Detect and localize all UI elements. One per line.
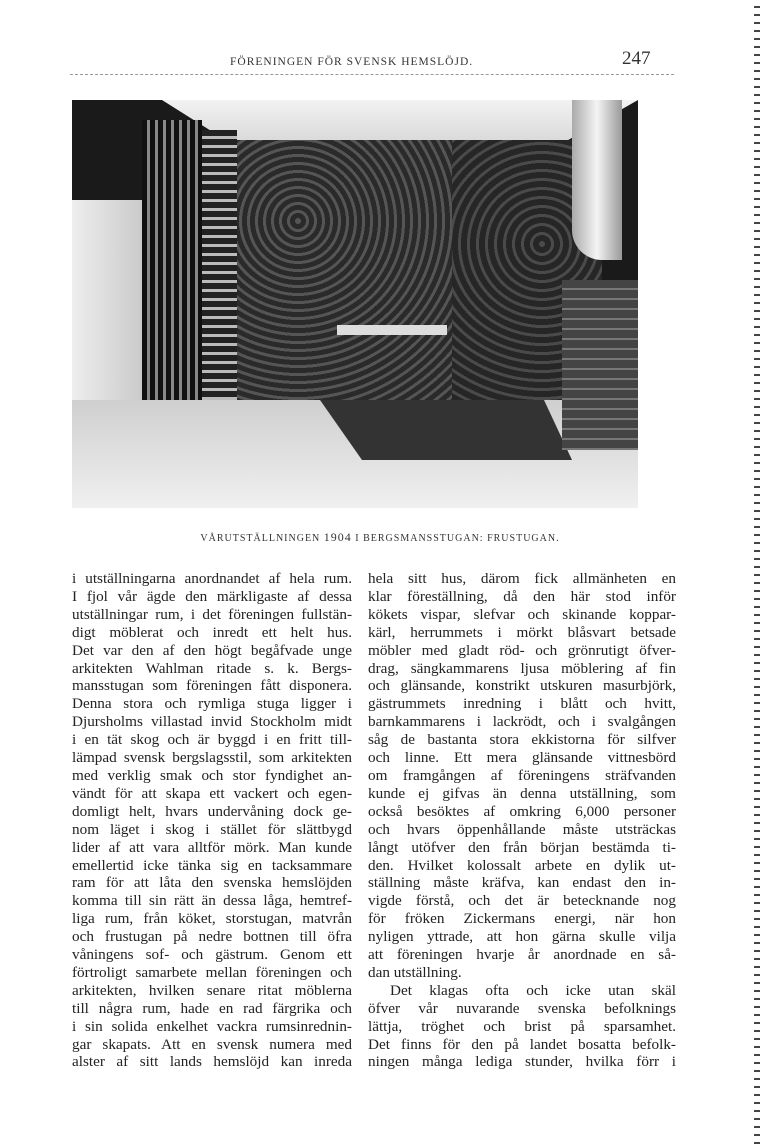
text-line: komma till sin rätt än dessa låga, hemtref-	[72, 892, 352, 910]
text-line: dan utställning.	[368, 963, 462, 981]
text-line: gar skapats. Att en svensk numera med	[72, 1035, 352, 1053]
text-line: och glänsande, konstrikt utskuren masurbjörk,	[368, 677, 676, 695]
photo-chimney-hood	[572, 100, 622, 260]
text-line: hela sitt hus, därom fick allmänheten en	[368, 570, 676, 587]
text-line: lider af att vara alltför mörk. Man kunde	[72, 838, 352, 856]
photo-woven-curtain	[202, 130, 237, 410]
text-line: kökets vispar, slefvar och skinande koppar-	[368, 605, 676, 623]
text-line: digt möblerat och inredt ett helt hus.	[72, 623, 352, 641]
photo-table	[337, 325, 447, 335]
text-line: med verklig smak och stor fyndighet an-	[72, 766, 352, 784]
scan-edge	[754, 0, 760, 1147]
text-line: arkitekten, hvilken senare ritat möblerna	[72, 981, 352, 999]
text-line: ställning måste kräfva, kan endast den in-	[368, 874, 676, 892]
text-line: för fröken Zickermans energi, när hon	[368, 910, 676, 928]
text-line: och hvars öppenhållande måste utsträckas	[368, 820, 676, 838]
text-line: och frustugan på nedre bottnen till öfra	[72, 928, 352, 946]
text-line: emellertid icke tänka sig en tacksammare	[72, 856, 352, 874]
text-line: Det var den af den högt begåfvade unge	[72, 641, 352, 659]
text-line: till några rum, hade en rad färgrika och	[72, 999, 352, 1017]
text-line: i utställningarna anordnandet af hela rum.	[72, 570, 352, 587]
text-line: våningens sof- och gästrum. Genom ett	[72, 946, 352, 964]
text-line: öfver vår nuvarande svenska befolknings	[368, 999, 676, 1017]
text-line: ram för att låta den svenska hemslöjden	[72, 874, 352, 892]
text-line: Det finns för den på landet bosatta befolk-	[368, 1035, 676, 1053]
text-line: också besöktes af omkring 6,000 personer	[368, 802, 676, 820]
text-line: kärl, herrummets i mörkt blåsvart betsade	[368, 623, 676, 641]
text-line: vigde förstå, och det är betecknande nog	[368, 892, 676, 910]
text-line: lättja, tröghet och brist på sparsamhet.	[368, 1017, 676, 1035]
text-line: arkitekten Wahlman ritade s. k. Bergs-	[72, 659, 352, 677]
text-line: förtroligt samarbete mellan föreningen och	[72, 963, 352, 981]
text-line: I fjol vår ägde den märkligaste af dessa	[72, 587, 352, 605]
caption-text-end: I BERGSMANSSTUGAN: FRUSTUGAN.	[351, 533, 560, 544]
text-line: vändt för att skapa ett vackert och egen-	[72, 784, 352, 802]
text-line: alster af sitt lands hemslöjd kan inreda	[72, 1053, 352, 1071]
text-line: mansstugan som föreningen fått disponera.	[72, 677, 352, 695]
text-line: den. Hvilket kolossalt arbete en dylik ut-	[368, 856, 676, 874]
text-line: lämpad svensk bergslagsstil, som arkitekten	[72, 749, 352, 767]
caption-year: 1904	[323, 530, 352, 544]
text-line: såg de bastanta stora ekkistorna för silfver	[368, 731, 676, 749]
left-text-column	[72, 570, 352, 1071]
running-head: FÖRENINGEN FÖR SVENSK HEMSLÖJD.	[230, 56, 474, 68]
header-rule	[70, 74, 674, 75]
photo-curtain	[142, 120, 202, 410]
text-line: möbler med gladt röd- och grönrutigt öfver-	[368, 641, 676, 659]
text-line: att föreningen hvarje år anordnade en så-	[368, 946, 676, 964]
photo-fireplace	[562, 280, 638, 450]
text-line: nyligen yttrade, att hon gärna skulle vilja	[368, 928, 676, 946]
text-line: drag, sängkammarens ljusa möblering af fin	[368, 659, 676, 677]
text-line: liga rum, från köket, storstugan, matvrån	[72, 910, 352, 928]
text-line: långt utöfver den från början bestämda ti-	[368, 838, 676, 856]
text-line: nom läget i skog i stället för slättbygd	[72, 820, 352, 838]
text-line: om framgången af föreningens sträfvanden	[368, 766, 676, 784]
text-line: i sin solida enkelhet vackra rumsinrednin-	[72, 1017, 352, 1035]
text-line: Djursholms villastad invid Stockholm midt	[72, 713, 352, 731]
photo-wallpaper-left	[232, 140, 452, 410]
caption-text: VÅRUTSTÄLLNINGEN	[200, 533, 324, 544]
text-line: utställningar rum, i det föreningen fullstän-	[72, 605, 352, 623]
text-line: domligt helt, hvars undervåning dock ge-	[72, 802, 352, 820]
text-line: Denna stora och rymliga stuga ligger i	[72, 695, 352, 713]
right-text-column	[368, 570, 676, 1071]
interior-photograph	[72, 100, 638, 508]
text-line: i en tät skog och är byggd i en fritt till-	[72, 731, 352, 749]
text-line: och linne. Ett mera glänsande vittnesbörd	[368, 749, 676, 767]
text-line: ningen många lediga stunder, hvilka förr i	[368, 1053, 676, 1071]
text-line: barnkammarens i lackrödt, och i svalgången	[368, 713, 676, 731]
text-line: gästrummets inredning i blått och hvitt,	[368, 695, 676, 713]
text-line: klar föreställning, då den här stod inför	[368, 587, 676, 605]
figure-caption	[0, 530, 760, 545]
page-number: 247	[622, 48, 651, 69]
text-line: Det klagas ofta och icke utan skäl	[390, 981, 676, 999]
text-line: kunde ej gifvas än denna utställning, som	[368, 784, 676, 802]
